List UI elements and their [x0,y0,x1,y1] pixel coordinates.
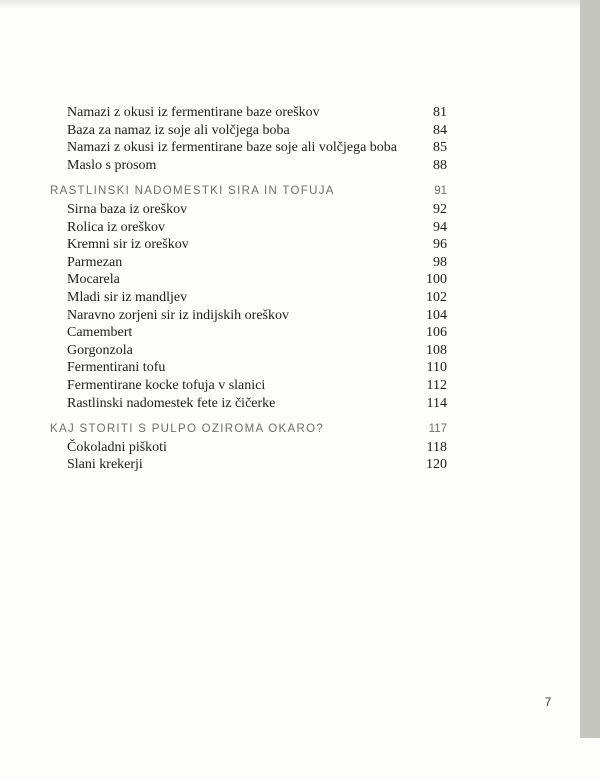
table-of-contents [50,104,447,474]
toc-item-title: Camembert [67,325,133,341]
toc-item-page-number: 102 [426,289,447,305]
toc-item-page-number: 85 [433,140,447,156]
toc-item-title: Namazi z okusi iz fermentirane baze soje ali volčjega boba [67,140,398,156]
toc-item-title: Fermentirani tofu [67,360,166,376]
toc-item-title: Kremni sir iz oreškov [67,237,189,253]
toc-item-page-number: 94 [433,219,447,235]
toc-item-title: Fermentirane kocke tofuja v slanici [67,377,266,393]
toc-item-page-number: 106 [426,325,447,341]
toc-item-page-number: 98 [433,254,447,270]
toc-item-row [50,439,447,457]
toc-section-page-number: 117 [428,423,447,436]
toc-section-title: KAJ STORITI S PULPO OZIROMA OKARO? [50,423,325,436]
toc-item-page-number: 96 [433,237,447,253]
toc-item-row [50,307,447,325]
toc-item-row [50,324,447,342]
toc-item-title: Slani krekerji [67,457,143,473]
toc-item-row [50,377,447,395]
toc-item-row [50,139,447,157]
toc-item-page-number: 120 [426,457,447,473]
page-top-edge [0,0,580,9]
toc-item-title: Namazi z okusi iz fermentirane baze oreškov [67,105,320,120]
toc-item-page-number: 114 [426,395,447,411]
toc-item-row [50,122,447,140]
toc-item-page-number: 112 [426,377,447,393]
toc-item-page-number: 100 [426,272,447,288]
toc-item-title: Mocarela [67,272,120,288]
toc-section-page-number: 91 [434,185,447,198]
page-number: 7 [544,695,552,709]
toc-section [50,104,447,174]
toc-item-title: Mladi sir iz mandljev [67,289,188,305]
toc-section [50,421,447,474]
toc-item-row [50,289,447,307]
toc-item-row [50,219,447,237]
toc-item-row [50,201,447,219]
toc-item-title: Gorgonzola [67,342,133,358]
toc-item-page-number: 110 [426,360,447,376]
toc-item-page-number: 81 [433,105,447,120]
toc-section-title: RASTLINSKI NADOMESTKI SIRA IN TOFUJA [50,185,335,198]
toc-item-title: Maslo s prosom [67,157,157,173]
toc-item-title: Baza za namaz iz soje ali volčjega boba [67,122,290,138]
toc-item-page-number: 84 [433,122,447,138]
toc-item-title: Čokoladni piškoti [67,439,167,455]
toc-item-row [50,236,447,254]
toc-item-page-number: 88 [433,157,447,173]
toc-item-page-number: 104 [426,307,447,323]
toc-item-page-number: 118 [426,439,447,455]
toc-item-row [50,271,447,289]
toc-item-row [50,395,447,413]
toc-item-row [50,456,447,474]
toc-section-header-row [50,421,447,439]
toc-item-title: Naravno zorjeni sir iz indijskih oreškov [67,307,290,323]
toc-item-row [50,359,447,377]
toc-item-row [50,104,447,122]
toc-section [50,183,447,412]
toc-item-page-number: 92 [433,201,447,217]
toc-item-row [50,254,447,272]
toc-section-header-row [50,183,447,201]
scanner-background-strip [580,0,600,738]
toc-item-title: Parmezan [67,254,123,270]
toc-item-page-number: 108 [426,342,447,358]
toc-item-row [50,157,447,175]
toc-item-row [50,342,447,360]
toc-item-title: Rastlinski nadomestek fete iz čičerke [67,395,276,411]
toc-item-title: Rolica iz oreškov [67,219,165,235]
toc-item-title: Sirna baza iz oreškov [67,201,188,217]
